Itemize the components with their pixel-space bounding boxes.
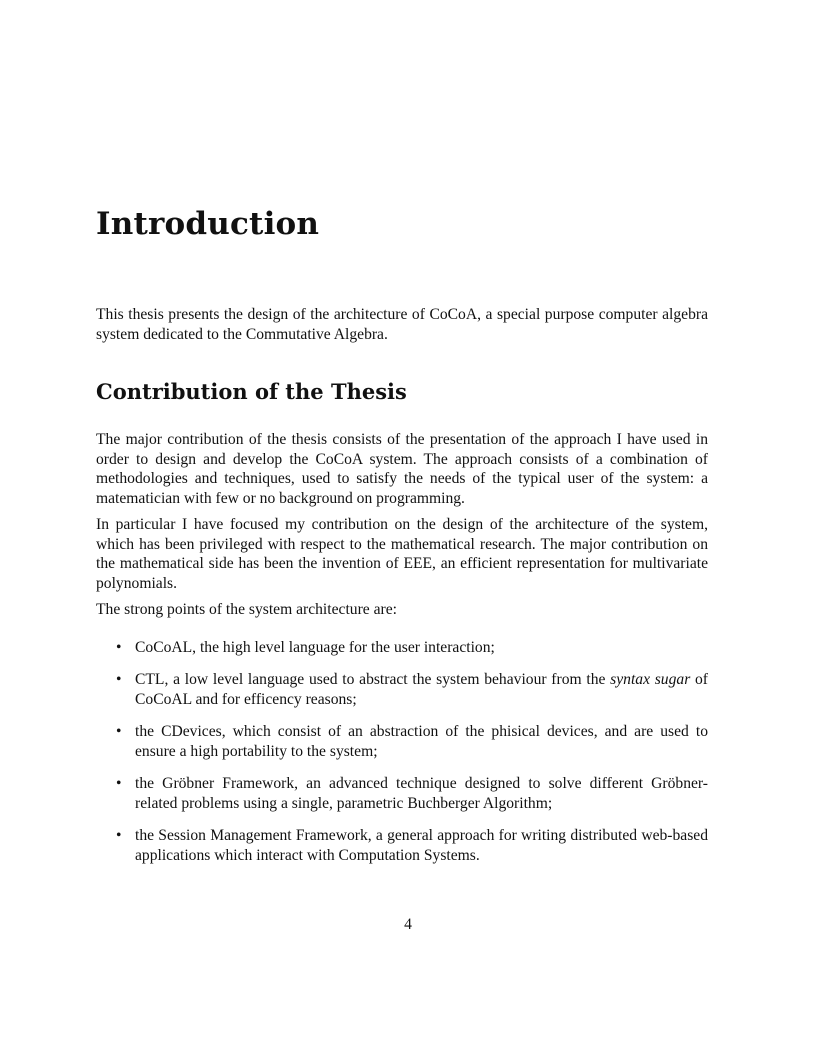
list-item-emphasis: syntax sugar	[610, 671, 691, 688]
section-title: Contribution of the Thesis	[96, 379, 407, 404]
list-item	[96, 638, 708, 658]
list-item-text: the CDevices, which consist of an abstraction of the phisical devices, and are used to ensure a high portability to the system;	[135, 723, 708, 760]
paragraph: The strong points of the system architecture are:	[96, 601, 397, 618]
list-item-text: the Gröbner Framework, an advanced technique designed to solve different Gröbner-related problems using a single, parametric Buchberger Algorithm;	[135, 775, 708, 812]
bullet-icon: •	[116, 638, 122, 656]
list-item	[96, 774, 708, 813]
bullet-icon: •	[116, 827, 122, 844]
list-item-text: CoCoAL, the high level language for the user interaction;	[135, 638, 495, 656]
paragraph: In particular I have focused my contribution on the design of the architecture of the system, which has been privileged with respect to the mathematical research. The major contribution on the mathematical side has been the invention of EEE, an efficient representation for multivariate polynomials.	[96, 516, 708, 592]
chapter-title: Introduction	[96, 206, 320, 242]
paragraph: The major contribution of the thesis consists of the presentation of the approach I have used in order to design and develop the CoCoA system. The approach consists of a combination of methodologies and techniques, used to satisfy the needs of the typical user of the system: a matematician with few or no background on programming.	[96, 431, 708, 507]
section-body	[96, 430, 708, 878]
list-item-text-pre: CTL, a low level language used to abstract the system behaviour from the	[135, 671, 611, 688]
bullet-icon: •	[116, 775, 122, 792]
chapter-intro	[96, 305, 708, 351]
list-item	[96, 722, 708, 761]
intro-paragraph: This thesis presents the design of the architecture of CoCoA, a special purpose computer algebra system dedicated to the Commutative Algebra.	[96, 306, 708, 343]
bullet-icon: •	[116, 723, 122, 740]
list-item-text-post: of CoCoAL and for efficency reasons;	[135, 671, 708, 708]
list-item	[96, 670, 708, 709]
list-item-text: the Session Management Framework, a general approach for writing distributed web-based applications which interact with Computation Systems.	[135, 827, 708, 864]
bullet-icon: •	[116, 671, 122, 688]
list-item	[96, 826, 708, 865]
strong-points-list	[96, 638, 708, 866]
page-number: 4	[404, 916, 412, 933]
